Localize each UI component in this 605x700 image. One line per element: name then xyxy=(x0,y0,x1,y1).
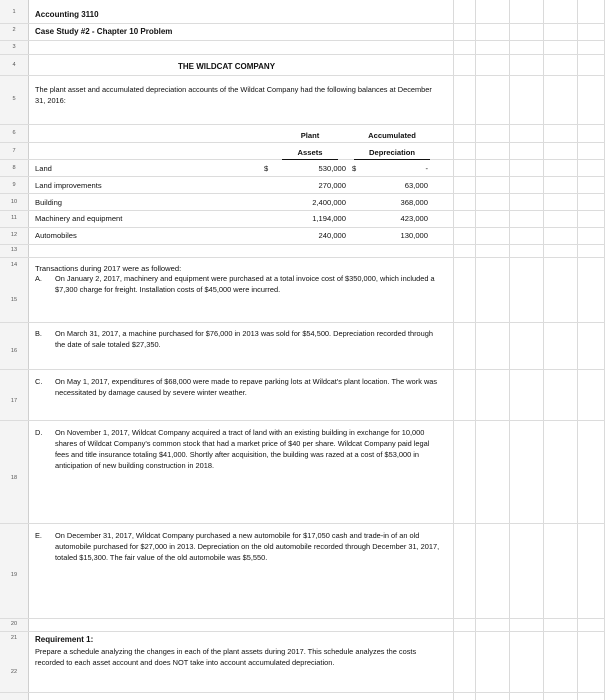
dep-value-land-improvements: 63,000 xyxy=(404,181,428,190)
dep-value-automobiles: 130,000 xyxy=(400,231,428,240)
column-gridline xyxy=(509,0,510,700)
row-number[interactable]: 17 xyxy=(10,398,18,404)
row-gridline xyxy=(0,692,605,693)
sheet-title: Accounting 3110 xyxy=(35,10,99,19)
row-number[interactable]: 19 xyxy=(10,572,18,578)
plant-value-machinery: 1,194,000 xyxy=(312,214,346,223)
row-gridline xyxy=(0,75,605,76)
plant-value-building: 2,400,000 xyxy=(312,198,346,207)
row-number[interactable]: 14 xyxy=(10,262,18,268)
dep-value-building: 368,000 xyxy=(400,198,428,207)
plant-assets-header-2: Assets xyxy=(282,148,338,160)
row-gridline xyxy=(0,40,605,41)
row-number[interactable]: 11 xyxy=(11,215,17,221)
row-gridline xyxy=(0,369,605,370)
accum-dep-header-2: Depreciation xyxy=(354,148,430,160)
transaction-letter: C. xyxy=(35,377,43,386)
currency-symbol: $ xyxy=(264,164,269,173)
transaction-d-text: On November 1, 2017, Wildcat Company acquired a tract of land with an existing building in exchange for 10,000 shares of Wildcat Company's common stock that had a market price of $40 per share. Wildcat Company paid legal fees and title insurance totaling $41,000. Shortly after acquisition, the building was razed at a cost of $53,000 in anticipation of new building construction in 2018. xyxy=(55,428,430,470)
row-gridline xyxy=(0,244,605,245)
plant-value-land-improvements: 270,000 xyxy=(318,181,346,190)
row-number[interactable]: 6 xyxy=(12,130,16,136)
row-number[interactable]: 15 xyxy=(10,297,18,303)
asset-label-land-improvements: Land improvements xyxy=(35,181,102,190)
row-gridline xyxy=(0,523,605,524)
row-gridline xyxy=(0,322,605,323)
row-number[interactable]: 13 xyxy=(10,247,18,253)
requirement-text: Prepare a schedule analyzing the changes in each of the plant assets during 2017. This schedule analyzes the costs recorded to each asset account and does NOT take into account accumulated depreciation. xyxy=(35,647,417,667)
transaction-e-text: On December 31, 2017, Wildcat Company purchased a new automobile for $17,050 cash and trade-in of an old automobile purchased for $27,000 in 2013. Depreciation on the old automobile recorded through December 31, 2017, totaled $15,300. The fair value of the old automobile was $5,550. xyxy=(55,531,440,562)
row-number[interactable]: 2 xyxy=(12,27,16,33)
row-number[interactable]: 22 xyxy=(10,669,18,675)
transaction-letter: B. xyxy=(35,329,42,338)
currency-symbol: $ xyxy=(352,164,357,173)
row-gridline xyxy=(0,618,605,619)
asset-label-machinery: Machinery and equipment xyxy=(35,214,123,223)
row-number[interactable]: 10 xyxy=(10,199,18,205)
column-gridline xyxy=(543,0,544,700)
row-number[interactable]: 16 xyxy=(10,348,18,354)
row-number[interactable]: 9 xyxy=(12,182,16,188)
column-gridline xyxy=(475,0,476,700)
dep-value-land: - xyxy=(425,164,428,173)
asset-label-automobiles: Automobiles xyxy=(35,231,77,240)
requirement-heading: Requirement 1: xyxy=(35,635,94,644)
transaction-b-text: On March 31, 2017, a machine purchased for $76,000 in 2013 was sold for $54,500. Depreciation recorded through the date of sale totaled $27,350. xyxy=(55,329,433,349)
row-number[interactable]: 1 xyxy=(12,9,16,15)
asset-label-building: Building xyxy=(35,198,63,207)
row-gridline xyxy=(0,54,605,55)
column-gridline xyxy=(453,0,454,700)
row-gridline xyxy=(0,227,605,228)
row-number[interactable]: 3 xyxy=(12,44,16,50)
transaction-a-text: On January 2, 2017, machinery and equipment were purchased at a total invoice cost of $350,000, which included a $7,300 charge for freight. Installation costs of $45,000 were incurred. xyxy=(55,274,435,294)
row-gridline xyxy=(0,142,605,143)
transaction-letter: A. xyxy=(35,274,42,283)
company-name: THE WILDCAT COMPANY xyxy=(178,62,276,71)
transactions-heading: Transactions during 2017 were as followed: xyxy=(35,264,182,273)
row-number[interactable]: 7 xyxy=(12,148,16,154)
asset-label-land: Land xyxy=(35,164,52,173)
plant-assets-header-1: Plant xyxy=(300,131,320,140)
row-gridline xyxy=(0,631,605,632)
transaction-letter: D. xyxy=(35,428,43,437)
row-number[interactable]: 21 xyxy=(10,635,18,641)
column-gridline xyxy=(577,0,578,700)
sheet-subtitle: Case Study #2 - Chapter 10 Problem xyxy=(35,27,173,36)
row-number[interactable]: 5 xyxy=(12,96,16,102)
row-gridline xyxy=(0,193,605,194)
row-number[interactable]: 18 xyxy=(10,475,18,481)
row-number[interactable]: 8 xyxy=(12,165,16,171)
intro-paragraph: The plant asset and accumulated depreciation accounts of the Wildcat Company had the following balances at December 31, 2016: xyxy=(35,85,432,105)
row-gridline xyxy=(0,420,605,421)
row-gridline xyxy=(0,124,605,125)
row-number[interactable]: 20 xyxy=(10,621,18,627)
plant-value-land: 530,000 xyxy=(318,164,346,173)
row-gridline xyxy=(0,257,605,258)
dep-value-machinery: 423,000 xyxy=(400,214,428,223)
row-number[interactable]: 12 xyxy=(10,232,18,238)
accum-dep-header-1: Accumulated xyxy=(368,131,416,140)
plant-value-automobiles: 240,000 xyxy=(318,231,346,240)
row-gridline xyxy=(0,23,605,24)
transaction-letter: E. xyxy=(35,531,42,540)
row-number[interactable]: 4 xyxy=(12,62,16,68)
transaction-c-text: On May 1, 2017, expenditures of $68,000 were made to repave parking lots at Wildcat's plant location. The work was necessitated by damage caused by severe winter weather. xyxy=(55,377,438,397)
row-gridline xyxy=(0,210,605,211)
row-gridline xyxy=(0,176,605,177)
